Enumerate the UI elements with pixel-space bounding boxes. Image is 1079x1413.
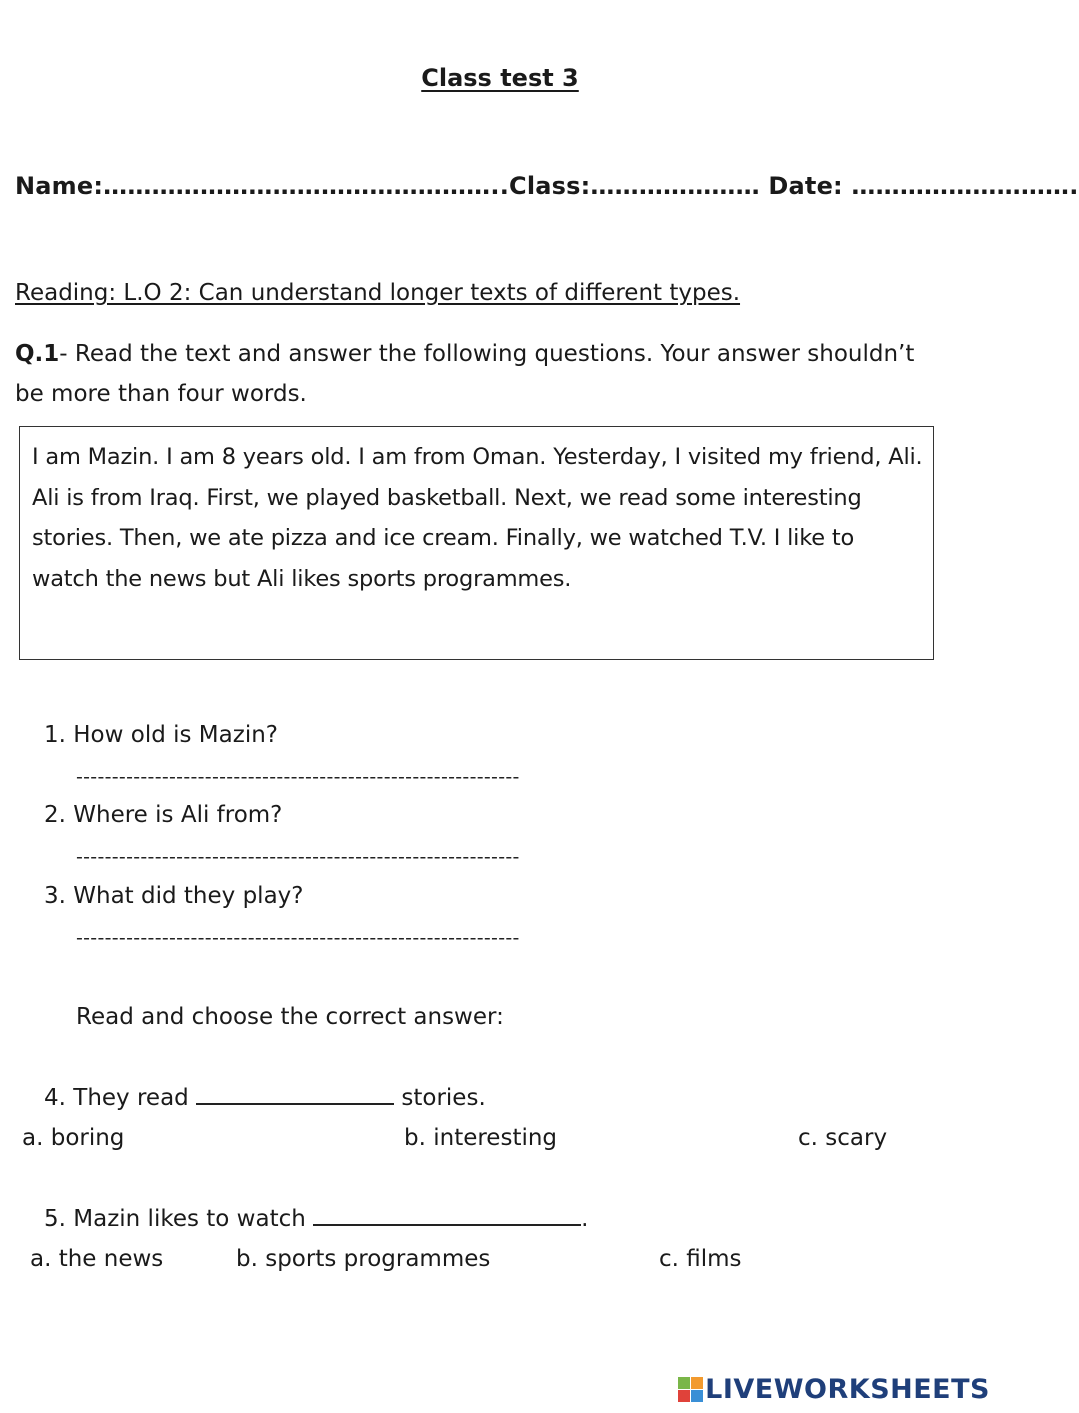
- question-number: 5.: [44, 1206, 66, 1232]
- question-item: [44, 722, 278, 748]
- option-a[interactable]: a. the news: [30, 1246, 164, 1272]
- question-prefix: Mazin likes to watch: [73, 1206, 314, 1232]
- date-field[interactable]: ……………………….: [842, 172, 1079, 200]
- question-number: 3.: [44, 883, 66, 909]
- date-label: Date:: [768, 172, 843, 200]
- question-number: 4.: [44, 1085, 66, 1111]
- mcq-question: [44, 1206, 588, 1232]
- question-1-text: - Read the text and answer the following questions. Your answer shouldn’t be more than four words.: [15, 341, 915, 407]
- option-b[interactable]: b. sports programmes: [236, 1246, 491, 1272]
- question-text: Where is Ali from?: [73, 802, 283, 828]
- question-text: What did they play?: [73, 883, 304, 909]
- learning-objective: Reading: L.O 2: Can understand longer texts of different types.: [15, 280, 741, 306]
- student-info-line: [15, 172, 1079, 200]
- name-field[interactable]: …………………………………………..: [103, 172, 510, 200]
- liveworksheets-wordmark: LIVEWORKSHEETS: [705, 1374, 990, 1405]
- question-number: 2.: [44, 802, 66, 828]
- answer-line[interactable]: --------------------------------------------------------------: [76, 766, 520, 788]
- question-item: [44, 802, 282, 828]
- reading-passage: I am Mazin. I am 8 years old. I am from Oman. Yesterday, I visited my friend, Ali. Ali is from Iraq. First, we played basketball. Next, we read some interesting stories. Then, we ate pizza and ice cream. Finally, we watched T.V. I like to watch the news but Ali likes sports programmes.: [32, 444, 923, 592]
- reading-passage-box: [19, 426, 934, 660]
- answer-blank[interactable]: [196, 1085, 394, 1105]
- class-label: Class:: [509, 172, 591, 200]
- class-field[interactable]: …………………: [590, 172, 769, 200]
- question-item: [44, 883, 303, 909]
- question-prefix: They read: [73, 1085, 197, 1111]
- option-a[interactable]: a. boring: [22, 1125, 125, 1151]
- name-label: Name:: [15, 172, 104, 200]
- answer-blank[interactable]: [313, 1206, 581, 1226]
- page-title: Class test 3: [421, 64, 579, 92]
- option-c[interactable]: c. films: [659, 1246, 742, 1272]
- question-suffix: .: [581, 1206, 589, 1232]
- option-c[interactable]: c. scary: [798, 1125, 888, 1151]
- option-b[interactable]: b. interesting: [404, 1125, 558, 1151]
- question-suffix: stories.: [394, 1085, 486, 1111]
- answer-line[interactable]: --------------------------------------------------------------: [76, 927, 520, 949]
- choose-instruction: Read and choose the correct answer:: [76, 1004, 504, 1030]
- question-text: How old is Mazin?: [73, 722, 278, 748]
- mcq-question: [44, 1085, 486, 1111]
- liveworksheets-logo-icon: [678, 1377, 703, 1402]
- question-number: 1.: [44, 722, 66, 748]
- liveworksheets-logo: [678, 1374, 990, 1405]
- answer-line[interactable]: --------------------------------------------------------------: [76, 846, 520, 868]
- question-1-instruction: [15, 334, 915, 414]
- question-1-label: Q.1: [15, 341, 60, 367]
